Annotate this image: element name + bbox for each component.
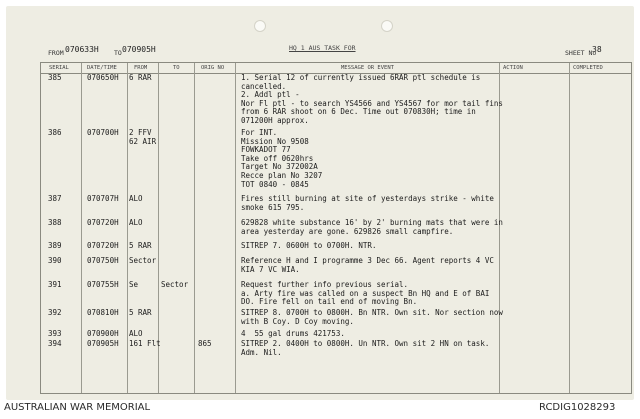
from-cell: 2 FFV 62 AIR [129, 128, 157, 146]
column-divider [81, 63, 82, 393]
column-divider [569, 63, 570, 393]
col-datetime: DATE/TIME [87, 65, 117, 71]
message-cell: 629828 white substance 16' by 2' burning mats that were in area yesterday are gone. 629826 small campfire. [241, 218, 508, 236]
from-label: FROM [48, 49, 64, 57]
to-value: 070905H [122, 45, 156, 54]
message-cell: Reference H and I programme 3 Dec 66. Agent reports 4 VC KIA 7 VC WIA. [241, 256, 499, 274]
col-orig-no: ORIG NO [201, 65, 225, 71]
from-cell: Sector [129, 256, 157, 265]
datetime-cell: 070650H [87, 73, 119, 82]
datetime-cell: 070720H [87, 218, 119, 227]
to-cell: Sector [161, 280, 189, 289]
from-cell: 6 RAR [129, 73, 152, 82]
col-serial: SERIAL [49, 65, 69, 71]
datetime-cell: 070755H [87, 280, 119, 289]
datetime-cell: 070750H [87, 256, 119, 265]
from-cell: ALO [129, 194, 143, 203]
from-cell: 5 RAR [129, 308, 152, 317]
message-cell: Fires still burning at site of yesterdays strike - white smoke 615 795. [241, 194, 499, 212]
sheet-number: 38 [592, 45, 602, 54]
serial-cell: 386 [48, 128, 62, 137]
serial-cell: 387 [48, 194, 62, 203]
datetime-cell: 070905H [87, 339, 119, 348]
serial-cell: 385 [48, 73, 62, 82]
from-cell: ALO [129, 218, 143, 227]
serial-cell: 394 [48, 339, 62, 348]
from-cell: 161 Flt [129, 339, 161, 348]
message-cell: SITREP 7. 0600H to 0700H. NTR. [241, 241, 377, 250]
serial-cell: 391 [48, 280, 62, 289]
from-value: 070633H [65, 45, 99, 54]
from-cell: ALO [129, 329, 143, 338]
col-action: ACTION [503, 65, 523, 71]
sheet-label: SHEET No [565, 49, 597, 57]
col-to: TO [173, 65, 180, 71]
datetime-cell: 070707H [87, 194, 119, 203]
to-label: TO [114, 49, 122, 57]
column-divider [127, 63, 128, 393]
serial-cell: 390 [48, 256, 62, 265]
message-cell: Request further info previous serial. a. Arty fire was called on a suspect Bn HQ and E of BAI DO. Fire fell on tail end of moving Bn. [241, 280, 490, 307]
column-divider [194, 63, 195, 393]
serial-cell: 393 [48, 329, 62, 338]
serial-cell: 389 [48, 241, 62, 250]
message-table [40, 62, 632, 394]
archive-reference: RCDIG1028293 [539, 402, 616, 413]
from-cell: Se [129, 280, 139, 289]
message-cell: SITREP 8. 0700H to 0800H. Bn NTR. Own sit. Nor section now with B Coy. D Coy moving. [241, 308, 508, 326]
from-cell: 5 RAR [129, 241, 152, 250]
datetime-cell: 070810H [87, 308, 119, 317]
message-cell: 4 55 gal drums 421753. [241, 329, 345, 338]
punch-hole [254, 20, 266, 32]
col-from: FROM [134, 65, 148, 71]
punch-hole [381, 20, 393, 32]
serial-cell: 392 [48, 308, 62, 317]
datetime-cell: 070720H [87, 241, 119, 250]
col-message: MESSAGE OR EVENT [341, 65, 394, 71]
datetime-cell: 070700H [87, 128, 119, 137]
datetime-cell: 070900H [87, 329, 119, 338]
archive-credit: AUSTRALIAN WAR MEMORIAL [4, 402, 151, 413]
serial-cell: 388 [48, 218, 62, 227]
col-completed: COMPLETED [573, 65, 603, 71]
message-cell: SITREP 2. 0400H to 0800H. Un NTR. Own sit 2 HN on task. Adm. Nil. [241, 339, 494, 357]
orig-cell: 865 [198, 339, 212, 348]
unit-reference: HQ 1 AUS TASK FOR [289, 44, 356, 52]
message-cell: For INT. Mission No 9508 FOWKADOT 77 Take off 0620hrs Target No 372002A Recce plan No 3207 TOT 0840 - 0845 [241, 128, 323, 189]
column-divider [235, 63, 236, 393]
message-cell: 1. Serial 12 of currently issued 6RAR ptl schedule is cancelled. 2. Addl ptl - Nor Fl ptl - to search YS4566 and YS4567 for mor tail fins from 6 RAR shoot on 6 Dec. Time out 070830H; time in 071200H approx. [241, 73, 503, 125]
